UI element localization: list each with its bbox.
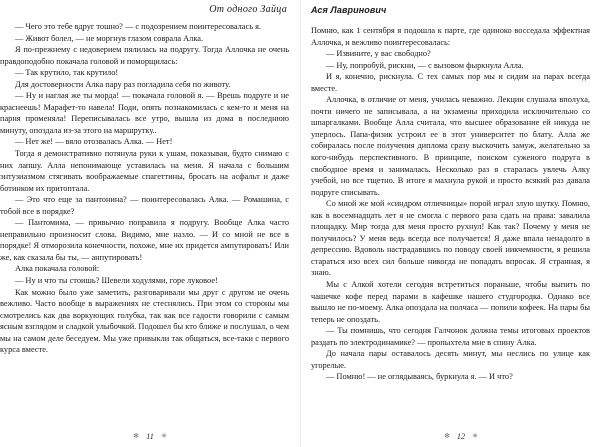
paragraph: Со мной же мой «синдром отличницы» порой играл злую шутку. Помню, как в восемнадцать лет я не смогла с первого раза сдать на права: завалила площадку. Мир тогда для меня просто рухнул! Как так? Почему у меня не получилось? У меня ведь всегда все получается! Я даже впала ненадолго в депрессию. Вдоволь настрадавшись по поводу своей никчемности, я решила стараться изо всех сил больше никогда не попадать впросак. Я странная, я знаю. — [311, 199, 590, 278]
paragraph: — Так крутило, так крутило! — [15, 68, 119, 78]
paragraph: — Помню! — не оглядываясь, буркнула я. — И что? — [326, 372, 513, 382]
right-page-body — [311, 20, 590, 383]
paragraph: — Извините, у вас свободно? — [326, 49, 431, 59]
page-number: 11 — [146, 432, 154, 441]
folio-ornament-left-icon: ✻ — [133, 431, 140, 440]
paragraph: Я по-прежнему с недоверием пялилась на подругу. Тогда Аллочка не очень правдоподобно покачала головой и поморщилась: — [0, 45, 289, 66]
paragraph: Алка покачала головой: — [15, 264, 100, 274]
paragraph: Аллочка, в отличие от меня, училась неважно. Лекции слушала вполуха, почти ничего не записывала, а на экзамены приходила исключительно со шпаргалками. Вообще Алла считала, что высшее образование ей никуда не уперлось. Папа-физик устроил ее в этот университет по блату. Алла же собиралась после получения диплома сразу выскочить замуж, желательно за кого-нибудь перспективного. В принципе, поиском суженого подруга в свободное время и занималась. Несколько раз я старалась увлечь Алку учебой, но все тщетно. В итоге я махнула рукой и просто всякий раз давала подруге списывать. — [311, 95, 590, 197]
paragraph: И я, конечно, рискнула. С тех самых пор мы и сидим на парах всегда вместе. — [311, 72, 590, 93]
paragraph: — Чего это тебе вдруг тошно? — с подозрением поинтересовалась я. — [15, 22, 262, 31]
paragraph: Как можно было уже заметить, разговаривали мы друг с другом не очень вежливо. Часто вообще в выражениях не стеснялись. При этом со стороны мы смотрелись как два воркующих голубка, так как все гадости говорили с самым ясным взглядом и сладкой улыбочкой. Подошел бы кто ближе и послушал, о чем мы на самом деле беседуем. Мы уже привыкли так общаться, все-таки с первого курса вместе. — [0, 287, 289, 355]
paragraph: — Ну и наглая же ты морда! — покачала головой я. — Врешь подруге и не краснеешь! Марафет-то навела! Поди, опять познакомилась с кем-то и меня на парня променяла! Переписывалась все утро, вышла из дома в последнюю минуту, опоздала из-за этого на маршрутку.. — [0, 91, 289, 135]
paragraph: До начала пары оставалось десять минут, мы неслись по улице как угорелые. — [311, 349, 590, 370]
folio-ornament-left-icon: ✻ — [443, 431, 450, 440]
paragraph: — Ну и что ты стоишь? Шевели ходулями, горе луковое! — [15, 276, 218, 286]
folio-ornament-right-icon: ✳ — [160, 431, 167, 440]
left-page-folio — [0, 431, 311, 441]
paragraph: Тогда я демонстративно потянула руки к ушам, показывая, будто снимаю с них лапшу. Алла непонимающе уставилась на меня. Я начала с большим энтузиазмом стягивать воображаемые спагеттины, бросать на асфальт и даже ботинком их притоптала. — [0, 149, 289, 193]
right-page — [300, 0, 600, 447]
paragraph: — Пантомима, — привычно поправила я подругу. Вообще Алка часто неправильно произносит слова. Видимо, мне назло. — И со мной не все в порядке! Я отморозила конечности, похоже, мне их придется ампутировать! Или же, как сказала бы ты, — анпутировать! — [0, 218, 289, 262]
left-page-running-head: От одного Зайца — [209, 4, 287, 15]
paragraph: Для достоверности Алка пару раз погладила себя по животу. — [15, 79, 231, 89]
paragraph: Мы с Алкой хотели сегодня встретиться пораньше, чтобы выпить по чашечке кофе перед парами в кафешке нашего студгородка. Однако все вышло не по-моему. Алка опоздала на полчаса — попили кофеек. На пары бы теперь не опоздать. — [311, 280, 590, 324]
right-page-folio — [300, 431, 600, 441]
paragraph: — Нет же! — вяло отозвалась Алка. — Нет! — [15, 137, 173, 147]
paragraph: Помню, как 1 сентября я подошла к парте, где одиноко восседала эффектная Аллочка, и вежливо поинтересовалась: — [311, 26, 590, 47]
folio-ornament-right-icon: ✳ — [472, 431, 479, 440]
page-number: 12 — [456, 432, 466, 441]
paragraph: — Ну, попробуй, рискни, — с вызовом фыркнула Алла. — [326, 60, 524, 70]
right-page-running-head: Ася Лавринович — [311, 5, 387, 15]
paragraph: — Живот болел, — не моргнув глазом соврала Алка. — [15, 33, 204, 43]
paragraph: — Это что еще за пантонина? — поинтересовалась Алка. — Ромашина, с тобой все в порядке? — [0, 195, 289, 216]
paragraph: — Ты помнишь, что сегодня Галчонок должна темы итоговых проектов раздать по электродинамике? — пропыхтела мне в спину Алка. — [311, 326, 590, 347]
left-page-body — [0, 20, 289, 356]
